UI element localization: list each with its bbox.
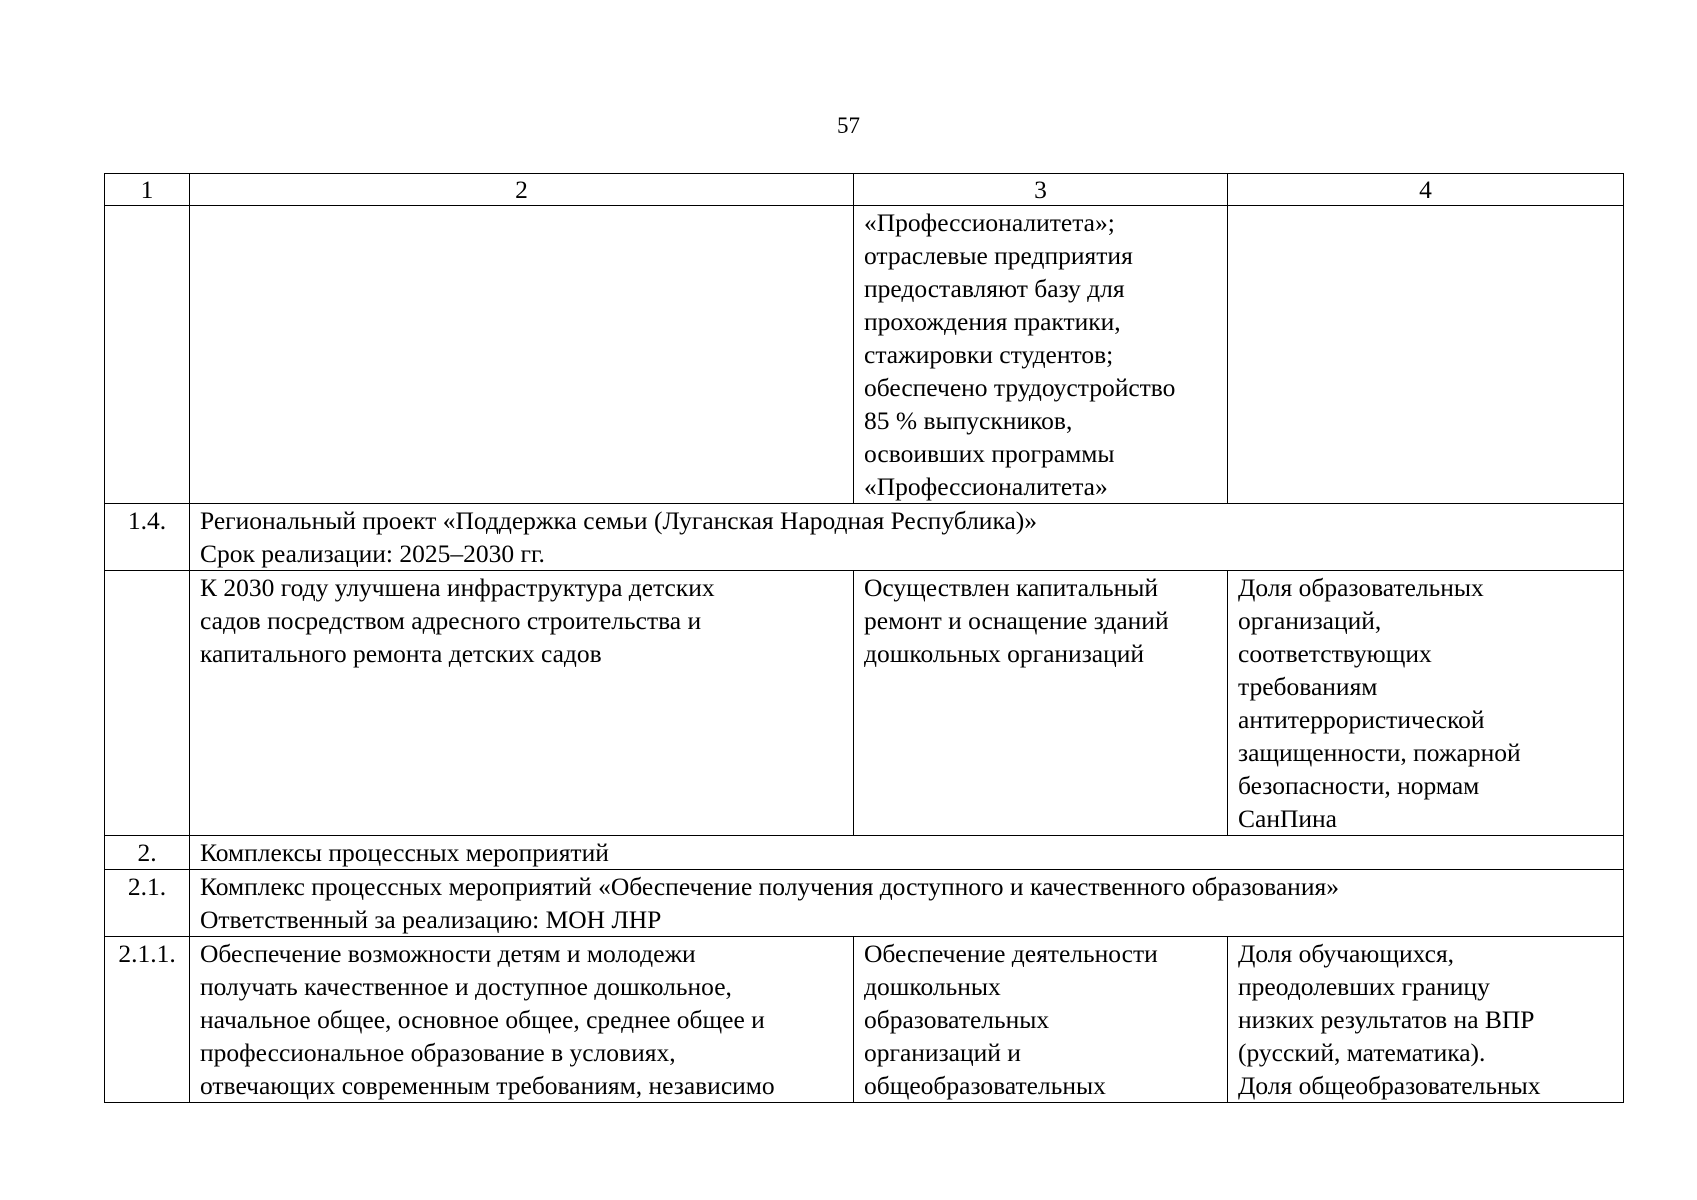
text-line: Осуществлен капитальный <box>864 573 1159 602</box>
text-line: СанПина <box>1238 804 1337 833</box>
table-row-section-1-4 <box>105 504 1624 571</box>
table-row-section-2-1 <box>105 870 1624 937</box>
text-line: общеобразовательных <box>864 1071 1106 1100</box>
section-title <box>190 504 1624 571</box>
row-number: 1.4. <box>105 504 190 571</box>
row-col2 <box>190 206 854 504</box>
row-col3 <box>854 937 1228 1103</box>
document-table <box>104 173 1624 1103</box>
text-line: капитального ремонта детских садов <box>200 639 602 668</box>
row-number <box>105 571 190 836</box>
text-line: (русский, математика). <box>1238 1038 1486 1067</box>
text-line: начальное общее, основное общее, среднее общее и <box>200 1005 765 1034</box>
text-line: предоставляют базу для <box>864 274 1125 303</box>
text-line: получать качественное и доступное дошкольное, <box>200 972 732 1001</box>
text-line: профессиональное образование в условиях, <box>200 1038 676 1067</box>
table-row-section-2 <box>105 836 1624 870</box>
header-cell-3: 3 <box>854 174 1228 206</box>
table-row-2-1-1 <box>105 937 1624 1103</box>
text-line: 85 % выпускников, <box>864 406 1073 435</box>
text-line: Доля образовательных <box>1238 573 1484 602</box>
text-line: ремонт и оснащение зданий <box>864 606 1169 635</box>
text-line: Срок реализации: 2025–2030 гг. <box>200 539 545 568</box>
text-line: Доля обучающихся, <box>1238 939 1455 968</box>
section-title <box>190 870 1624 937</box>
text-line: защищенности, пожарной <box>1238 738 1521 767</box>
header-cell-2: 2 <box>190 174 854 206</box>
text-line: «Профессионалитета»; <box>864 208 1115 237</box>
row-number: 2.1. <box>105 870 190 937</box>
text-line: дошкольных организаций <box>864 639 1145 668</box>
row-number: 2.1.1. <box>105 937 190 1103</box>
text-line: соответствующих <box>1238 639 1432 668</box>
text-line: Обеспечение деятельности <box>864 939 1158 968</box>
table-row-continued <box>105 206 1624 504</box>
text-line: Региональный проект «Поддержка семьи (Луганская Народная Республика)» <box>200 506 1038 535</box>
text-line: преодолевших границу <box>1238 972 1490 1001</box>
text-line: низких результатов на ВПР <box>1238 1005 1535 1034</box>
row-col2 <box>190 937 854 1103</box>
text-line: Обеспечение возможности детям и молодежи <box>200 939 696 968</box>
row-col4 <box>1228 206 1624 504</box>
text-line: Комплекс процессных мероприятий «Обеспечение получения доступного и качественного образования» <box>200 872 1339 901</box>
text-line: отвечающих современным требованиям, независимо <box>200 1071 775 1100</box>
row-number <box>105 206 190 504</box>
row-col4 <box>1228 571 1624 836</box>
text-line: дошкольных <box>864 972 1001 1001</box>
row-number: 2. <box>105 836 190 870</box>
text-line: организаций и <box>864 1038 1021 1067</box>
text-line: садов посредством адресного строительства и <box>200 606 702 635</box>
page-number: 57 <box>837 113 860 138</box>
text-line: безопасности, нормам <box>1238 771 1480 800</box>
text-line: антитеррористической <box>1238 705 1485 734</box>
row-col2 <box>190 571 854 836</box>
text-line: требованиям <box>1238 672 1378 701</box>
text-line: прохождения практики, <box>864 307 1121 336</box>
section-title <box>190 836 1624 870</box>
header-cell-1: 1 <box>105 174 190 206</box>
row-col4 <box>1228 937 1624 1103</box>
text-line: К 2030 году улучшена инфраструктура детских <box>200 573 715 602</box>
text-line: отраслевые предприятия <box>864 241 1133 270</box>
text-line: Комплексы процессных мероприятий <box>200 838 609 867</box>
header-cell-4: 4 <box>1228 174 1624 206</box>
text-line: освоивших программы <box>864 439 1115 468</box>
text-line: образовательных <box>864 1005 1050 1034</box>
row-col3 <box>854 206 1228 504</box>
text-line: обеспечено трудоустройство <box>864 373 1176 402</box>
table-header-row <box>105 174 1624 206</box>
text-line: Ответственный за реализацию: МОН ЛНР <box>200 905 662 934</box>
row-col3 <box>854 571 1228 836</box>
text-line: Доля общеобразовательных <box>1238 1071 1541 1100</box>
table-row-1-4-body <box>105 571 1624 836</box>
text-line: «Профессионалитета» <box>864 472 1108 501</box>
text-line: организаций, <box>1238 606 1382 635</box>
text-line: стажировки студентов; <box>864 340 1114 369</box>
